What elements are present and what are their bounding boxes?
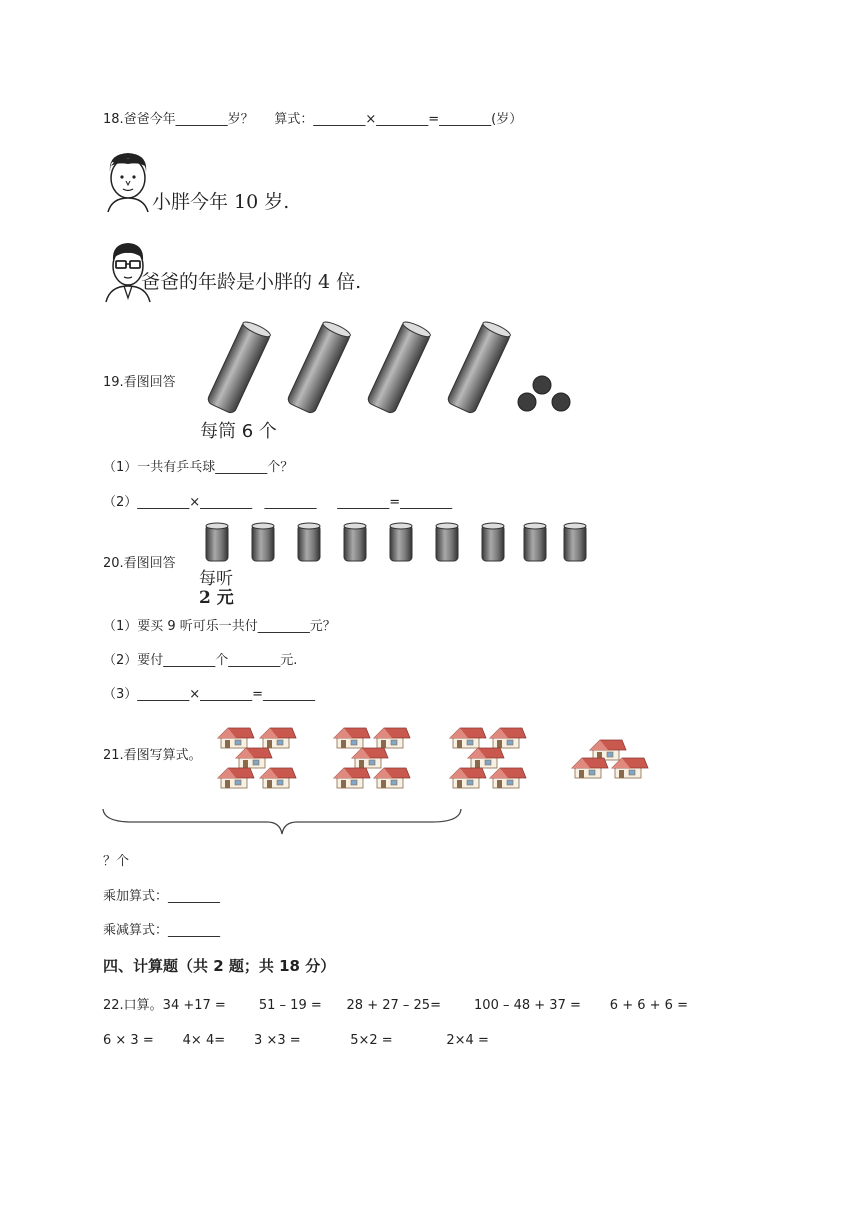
q20-question: 20.看图回答 xyxy=(103,556,176,571)
section4-heading: 四、计算题（共 2 题；共 18 分） xyxy=(103,957,336,975)
can-1 xyxy=(206,523,228,561)
can-6 xyxy=(436,523,458,561)
q19-part2: （2）________×________ ________ ________=________ xyxy=(103,495,453,510)
xiaopang-speech: 小胖今年 10 岁. xyxy=(152,191,290,213)
q21-brace-label: ？个 xyxy=(103,854,130,869)
q21-question: 21.看图写算式。 xyxy=(103,748,202,763)
houses-illustration xyxy=(216,724,656,792)
tube-1 xyxy=(206,319,272,414)
curly-brace xyxy=(102,808,464,838)
can-5 xyxy=(390,523,412,561)
q19-caption: 每筒 6 个 xyxy=(200,421,277,442)
loose-ball-3 xyxy=(552,393,570,411)
can-4 xyxy=(344,523,366,561)
q20-part2: （2）要付________个________元. xyxy=(103,653,298,668)
tube-4 xyxy=(446,319,512,414)
loose-ball-1 xyxy=(533,376,551,394)
can-2 xyxy=(252,523,274,561)
xiaopang-portrait xyxy=(102,150,154,212)
q19-part1: （1）一共有乒乓球________个？ xyxy=(103,460,294,475)
tube-3 xyxy=(366,319,432,414)
q22-line1: 22.口算。34 +17 = 51 – 19 = 28 + 27 – 25= 100 – 48 + 37 = 6 + 6 + 6 = xyxy=(103,998,688,1013)
q20-part3: （3）________×________=________ xyxy=(103,687,316,702)
cola-cans-illustration xyxy=(204,522,592,564)
can-9 xyxy=(564,523,586,561)
dad-speech: 爸爸的年龄是小胖的 4 倍. xyxy=(141,271,362,293)
q18-question: 18.爸爸今年________岁？ 算式：________×________=________(岁） xyxy=(103,112,523,127)
q20-caption-line1: 每听 xyxy=(199,569,233,589)
q20-part1: （1）要买 9 听可乐一共付________元？ xyxy=(103,619,336,634)
house-group-3 xyxy=(450,728,526,788)
house-group-2 xyxy=(334,728,410,788)
q21-sub-mult: 乘减算式：________ xyxy=(103,923,221,938)
house-group-1 xyxy=(218,728,296,788)
pingpong-tubes-illustration xyxy=(200,322,590,417)
q21-add-mult: 乘加算式：________ xyxy=(103,889,221,904)
can-3 xyxy=(298,523,320,561)
can-8 xyxy=(524,523,546,561)
q19-question: 19.看图回答 xyxy=(103,375,176,390)
house-group-4 xyxy=(572,740,648,778)
can-7 xyxy=(482,523,504,561)
loose-ball-2 xyxy=(518,393,536,411)
q22-line2: 6 × 3 = 4× 4= 3 ×3 = 5×2 = 2×4 = xyxy=(103,1033,489,1048)
q20-caption-line2: 2 元 xyxy=(199,588,234,608)
tube-2 xyxy=(286,319,352,414)
